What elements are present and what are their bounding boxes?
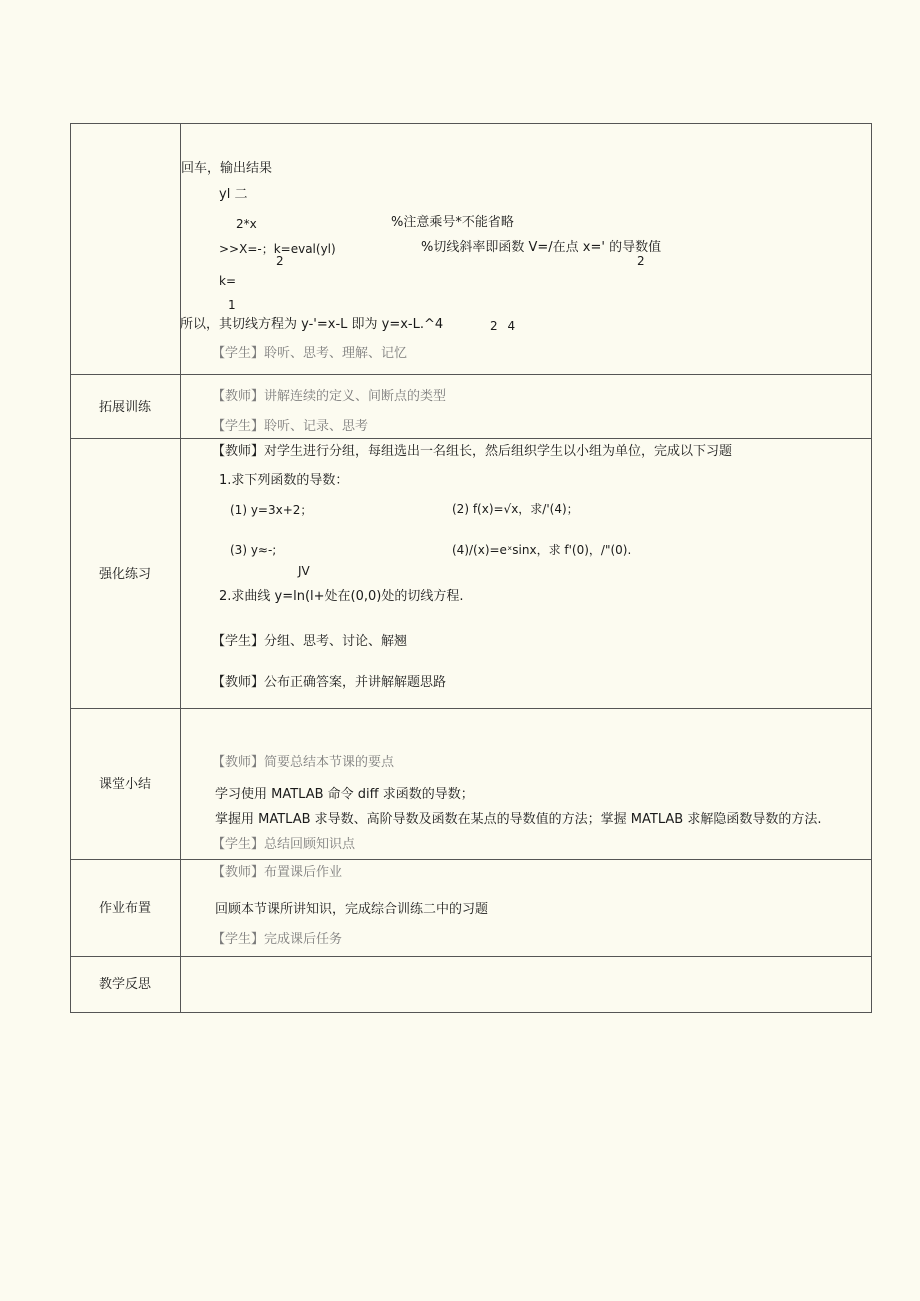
row1-code-2x: 2*x — [236, 217, 257, 231]
row1-tangent-line: 所以，其切线方程为 y-'=x-L 即为 y=x-L.^4 — [180, 317, 444, 332]
row1-line1: 回车，输出结果 — [181, 161, 273, 176]
row-divider — [70, 374, 872, 375]
row5-label: 作业布置 — [98, 901, 151, 916]
row4-label: 课堂小结 — [98, 777, 151, 792]
row3-p1: (1) y=3x+2； — [230, 503, 313, 517]
table-border-top — [70, 123, 872, 124]
row1-comment-slope: %切线斜率即函数 V=/在点 x=' 的导数值 — [421, 240, 662, 255]
row-divider — [70, 438, 872, 439]
row3-student: 【学生】分组、思考、讨论、解翘 — [212, 634, 408, 649]
row5-teacher: 【教师】布置课后作业 — [212, 865, 343, 880]
row3-teacher: 【教师】对学生进行分组，每组选出一名组长，然后组织学生以小组为单位，完成以下习题 — [212, 444, 733, 459]
row2-teacher: 【教师】讲解连续的定义、间断点的类型 — [212, 389, 447, 404]
row4-teacher: 【教师】简要总结本节课的要点 — [212, 755, 395, 770]
row1-k-value: 1 — [228, 298, 236, 312]
row3-teacher2: 【教师】公布正确答案，并讲解解题思路 — [212, 675, 447, 690]
row1-code-eval: >>X=-；k=eval(yl) — [219, 242, 336, 256]
row-divider — [70, 859, 872, 860]
row3-p3: (3) y≈-; — [230, 543, 277, 557]
row1-comment-slope-sub: 2 — [637, 254, 645, 268]
row-divider — [70, 708, 872, 709]
row2-label: 拓展训练 — [98, 400, 151, 415]
row1-comment-multiply: %注意乘号*不能省略 — [391, 215, 514, 230]
row-divider — [70, 956, 872, 957]
row3-p4: (4)/(x)=eˣsinx，求 f'(0)，/"(0). — [452, 543, 632, 557]
row3-q1: 1.求下列函数的导数： — [219, 473, 349, 488]
row4-student: 【学生】总结回顾知识点 — [212, 837, 356, 852]
row3-p3-sub: JV — [298, 564, 310, 578]
row3-q2: 2.求曲线 y=ln(l+处在(0,0)处的切线方程. — [219, 589, 464, 604]
row5-student: 【学生】完成课后任务 — [212, 932, 343, 947]
row4-line2: 掌握用 MATLAB 求导数、高阶导数及函数在某点的导数值的方法；掌握 MATLAB 求解隐函数导数的方法. — [215, 812, 822, 827]
row1-code-eval-sub: 2 — [276, 254, 284, 268]
column-divider — [180, 123, 181, 1013]
row4-line1: 学习使用 MATLAB 命令 diff 求函数的导数； — [215, 787, 474, 802]
table-border-right — [871, 123, 872, 1013]
row3-label: 强化练习 — [98, 567, 151, 582]
row1-k-label: k= — [219, 274, 237, 288]
table-border-bottom — [70, 1012, 872, 1013]
row1-tangent-tail: 2 4 — [490, 319, 516, 333]
row1-line2: yl 二 — [219, 187, 248, 202]
row3-p2: (2) f(x)=√x，求/'(4)； — [452, 502, 579, 516]
row6-label: 教学反思 — [98, 977, 151, 992]
row2-student: 【学生】聆听、记录、思考 — [212, 419, 369, 434]
row1-student: 【学生】聆听、思考、理解、记忆 — [212, 346, 408, 361]
row5-line1: 回顾本节课所讲知识，完成综合训练二中的习题 — [215, 902, 489, 917]
